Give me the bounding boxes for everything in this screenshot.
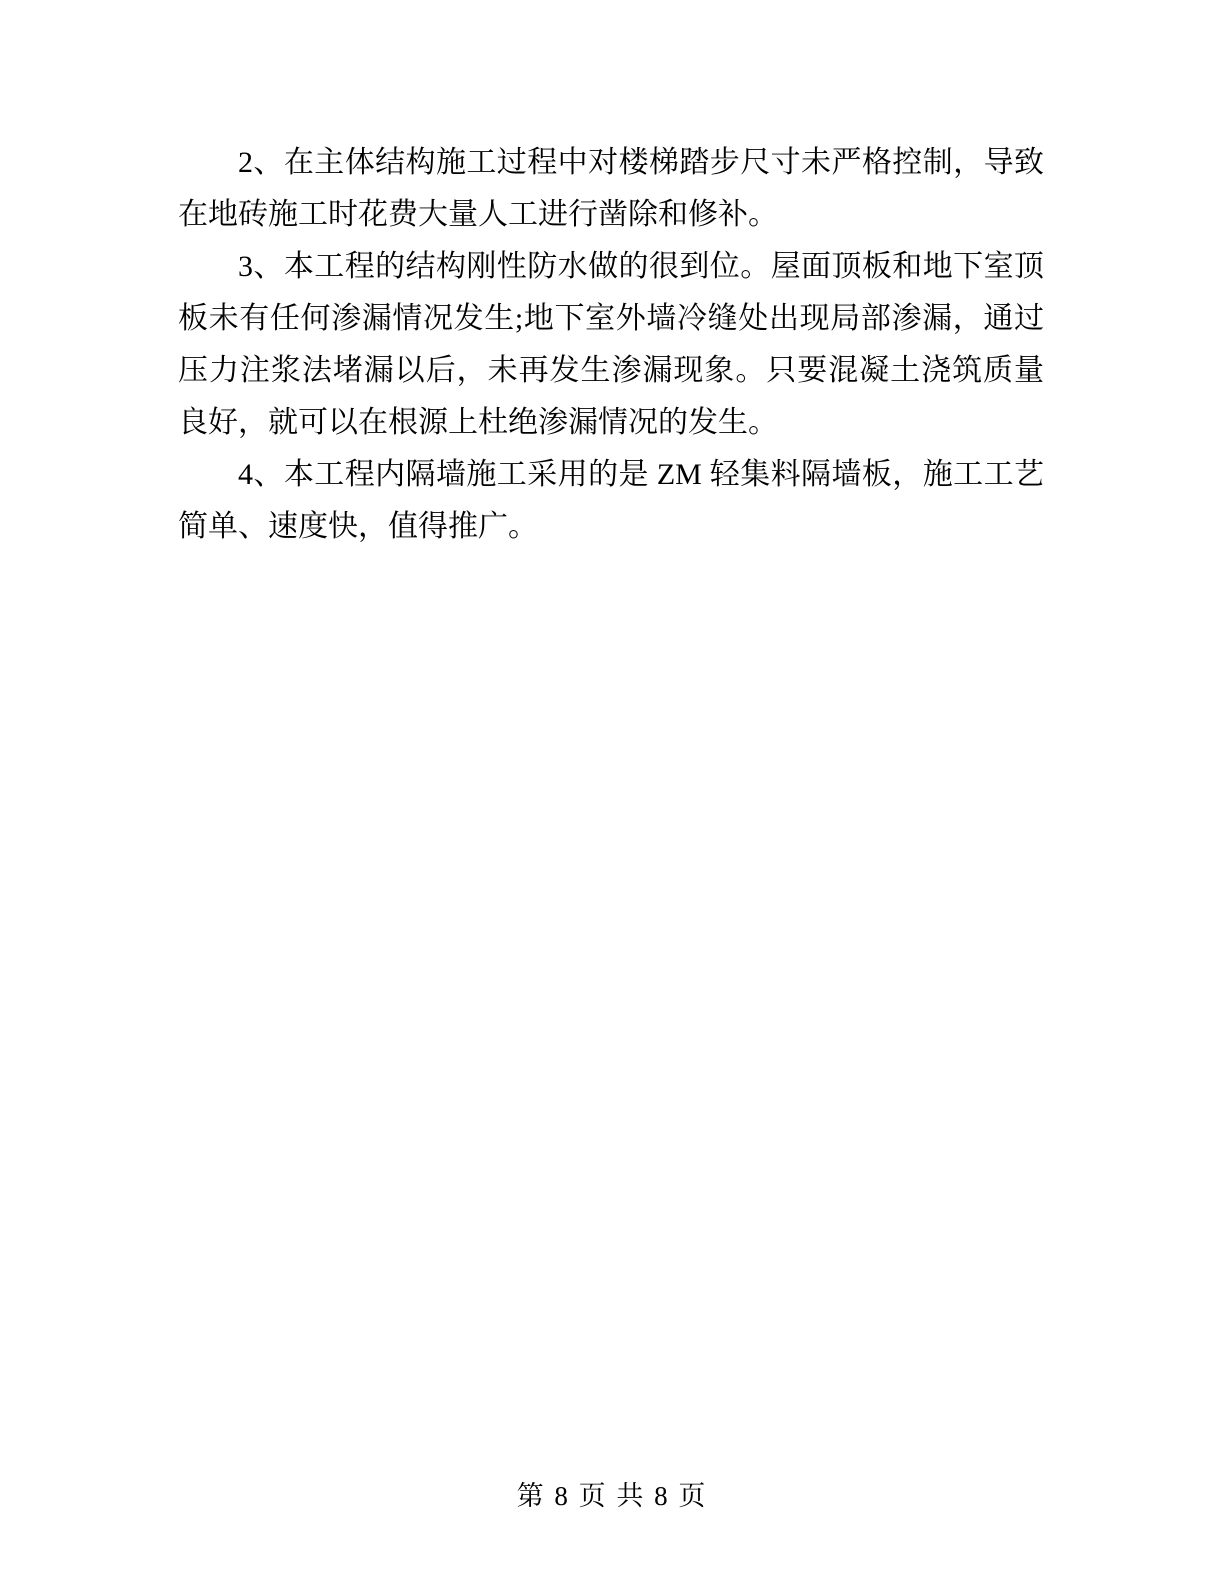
document-body — [178, 137, 1044, 553]
page-number-footer: 第 8 页 共 8 页 — [516, 1481, 708, 1511]
body-paragraph-2: 2、在主体结构施工过程中对楼梯踏步尺寸未严格控制，导致在地砖施工时花费大量人工进行凿除和修补。 — [178, 146, 1044, 231]
body-paragraph-4: 4、本工程内隔墙施工采用的是 ZM 轻集料隔墙板，施工工艺简单、速度快，值得推广。 — [178, 458, 1044, 543]
body-paragraph-3: 3、本工程的结构刚性防水做的很到位。屋面顶板和地下室顶板未有任何渗漏情况发生;地下室外墙冷缝处出现局部渗漏，通过压力注浆法堵漏以后，未再发生渗漏现象。只要混凝土浇筑质量良好，就可以在根源上杜绝渗漏情况的发生。 — [178, 250, 1044, 439]
